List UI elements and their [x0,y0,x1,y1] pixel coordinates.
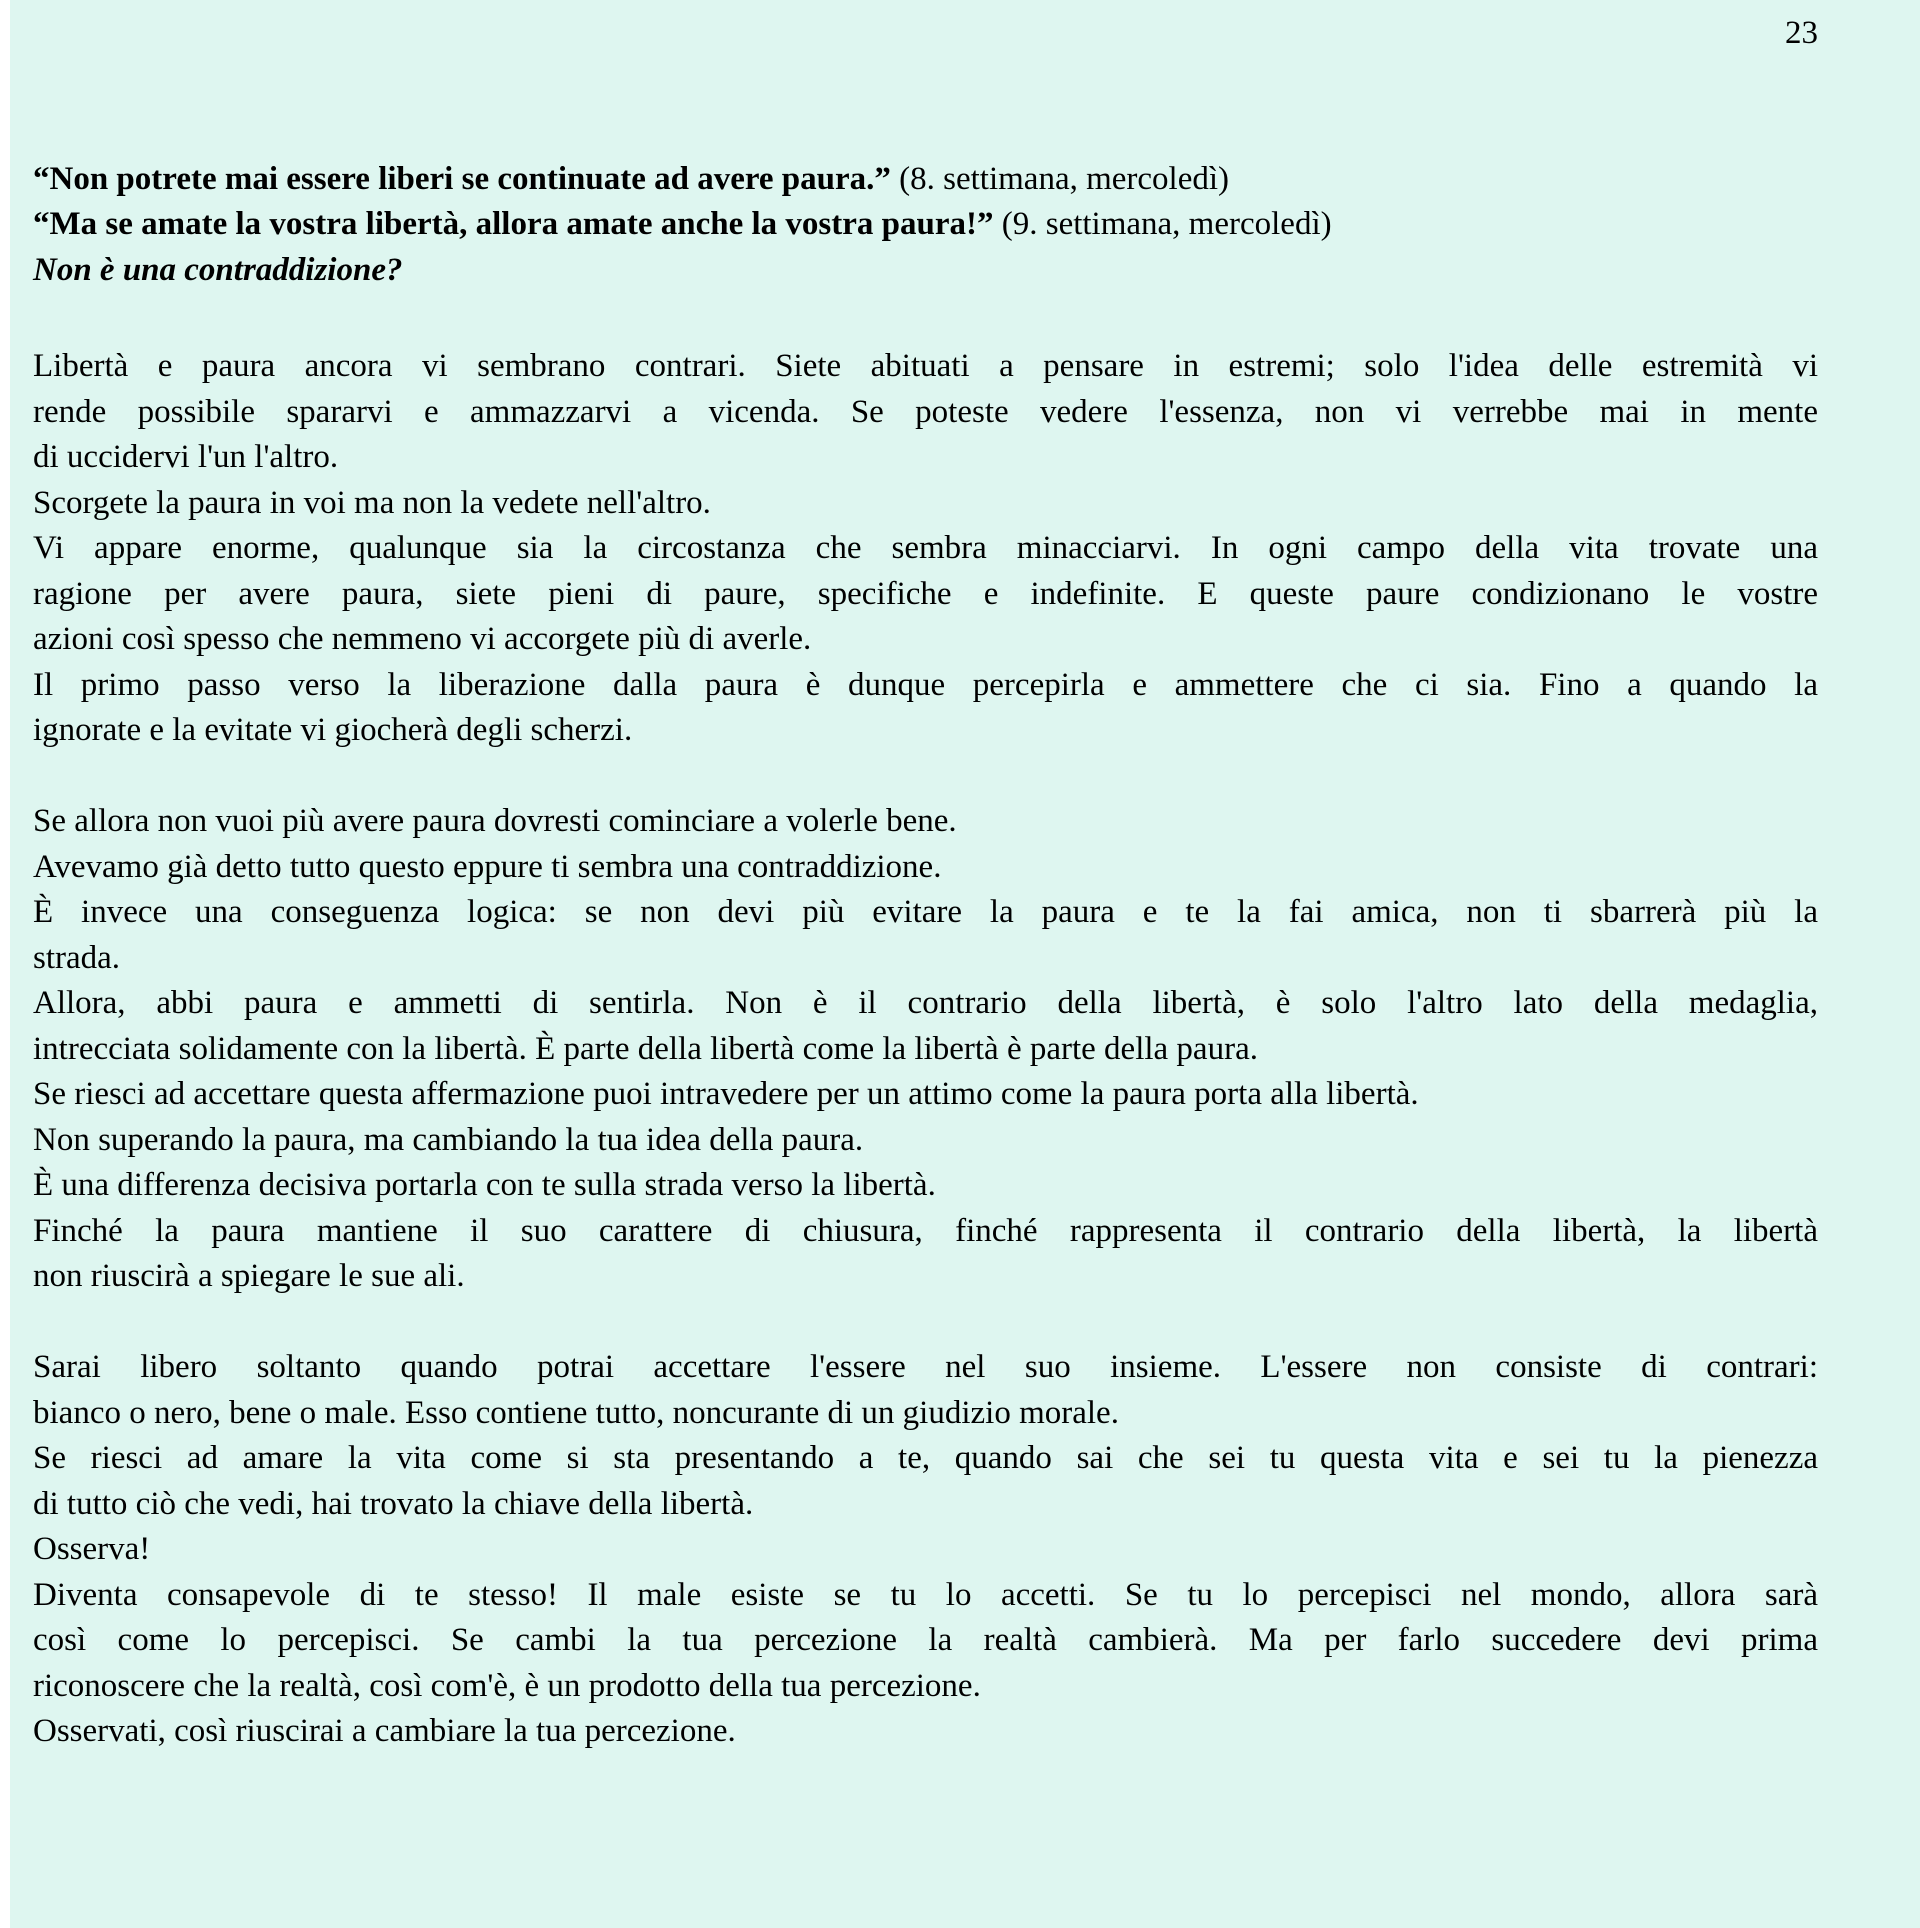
text-line: riconoscere che la realtà, così com'è, è un prodotto della tua percezione. [33,1667,981,1704]
left-edge-strip [0,0,10,1928]
paragraph [33,890,1818,981]
paragraph [33,1118,1818,1164]
heading-quote-line-1 [33,157,1818,203]
quote-citation-text: (8. settimana, mercoledì) [890,160,1230,197]
text-line: Osserva! [33,1531,151,1567]
paragraph [33,1072,1818,1118]
quote-bold-text: “Non potrete mai essere liberi se continuate ad avere paura.” [33,160,891,197]
text-line: strada. [33,939,121,976]
heading-question-line: Non è una contraddizione? [33,251,403,288]
text-line: di tutto ciò che vedi, hai trovato la chiave della libertà. [33,1485,754,1522]
text-line: Se riesci ad accettare questa affermazione puoi intravedere per un attimo come la paura porta alla libertà. [33,1076,1419,1112]
text-line: rende possibile spararvi e ammazzarvi a vicenda. Se poteste vedere l'essenza, non vi verrebbe mai in mente [33,393,1818,430]
text-line: Avevamo già detto tutto questo eppure ti sembra una contraddizione. [33,848,942,885]
page-number: 23 [1785,15,1818,51]
paragraph [33,1163,1818,1209]
quote-citation-text: (9. settimana, mercoledì) [993,206,1332,242]
paragraph [33,845,1818,891]
paragraph [33,1345,1818,1436]
text-line: Se allora non vuoi più avere paura dovresti cominciare a volerle bene. [33,803,957,839]
text-line: È invece una conseguenza logica: se non devi più evitare la paura e te la fai amica, non ti sbarrerà più la [33,894,1818,930]
text-line: Osservati, così riuscirai a cambiare la tua percezione. [33,1713,736,1749]
text-line: Diventa consapevole di te stesso! Il male esiste se tu lo accetti. Se tu lo percepisci nel mondo, allora sarà [33,1576,1818,1613]
paragraph [33,344,1818,481]
text-line: Finché la paura mantiene il suo carattere di chiusura, finché rappresenta il contrario della libertà, la libertà [33,1212,1818,1249]
paragraph [33,799,1818,845]
paragraph [33,1209,1818,1300]
quote-bold-text: “Ma se amate la vostra libertà, allora amate anche la vostra paura!” [33,206,994,242]
paragraph [33,1436,1818,1527]
paragraph [33,981,1818,1072]
text-line: Scorgete la paura in voi ma non la vedete nell'altro. [33,484,711,521]
text-line: È una differenza decisiva portarla con te sulla strada verso la libertà. [33,1167,936,1203]
heading-block [33,157,1818,294]
page-content [33,0,1818,1755]
text-line: Sarai libero soltanto quando potrai accettare l'essere nel suo insieme. L'essere non consiste di contrari: [33,1349,1818,1385]
text-line: Libertà e paura ancora vi sembrano contrari. Siete abituati a pensare in estremi; solo l'idea delle estremità vi [33,348,1818,384]
text-line: bianco o nero, bene o male. Esso contiene tutto, noncurante di un giudizio morale. [33,1394,1119,1431]
blank-line [33,1300,1818,1346]
text-line: Non superando la paura, ma cambiando la tua idea della paura. [33,1121,864,1158]
paragraph [33,481,1818,527]
paragraph [33,526,1818,663]
paragraph [33,1527,1818,1573]
text-line: Vi appare enorme, qualunque sia la circostanza che sembra minacciarvi. In ogni campo della vita trovate una [33,530,1818,566]
text-line: Se riesci ad amare la vita come si sta presentando a te, quando sai che sei tu questa vita e sei tu la pienezza [33,1440,1818,1476]
text-line: Allora, abbi paura e ammetti di sentirla. Non è il contrario della libertà, è solo l'altro lato della medaglia, [33,985,1818,1021]
text-line: azioni così spesso che nemmeno vi accorgete più di averle. [33,621,812,657]
blank-line [33,754,1818,800]
text-line: di uccidervi l'un l'altro. [33,439,339,475]
text-line: non riuscirà a spiegare le sue ali. [33,1258,465,1294]
heading-quote-line-2 [33,202,1818,248]
text-line: così come lo percepisci. Se cambi la tua percezione la realtà cambierà. Ma per farlo succedere devi prima [33,1622,1818,1658]
text-line: Il primo passo verso la liberazione dalla paura è dunque percepirla e ammettere che ci sia. Fino a quando la [33,666,1818,703]
paragraph [33,1709,1818,1755]
text-line: intrecciata solidamente con la libertà. È parte della libertà come la libertà è parte della paura. [33,1030,1258,1067]
body-text [33,344,1818,1755]
text-line: ragione per avere paura, siete pieni di paure, specifiche e indefinite. E queste paure condizionano le vostre [33,575,1818,612]
text-line: ignorate e la evitate vi giocherà degli scherzi. [33,712,633,748]
paragraph [33,663,1818,754]
paragraph [33,1573,1818,1710]
